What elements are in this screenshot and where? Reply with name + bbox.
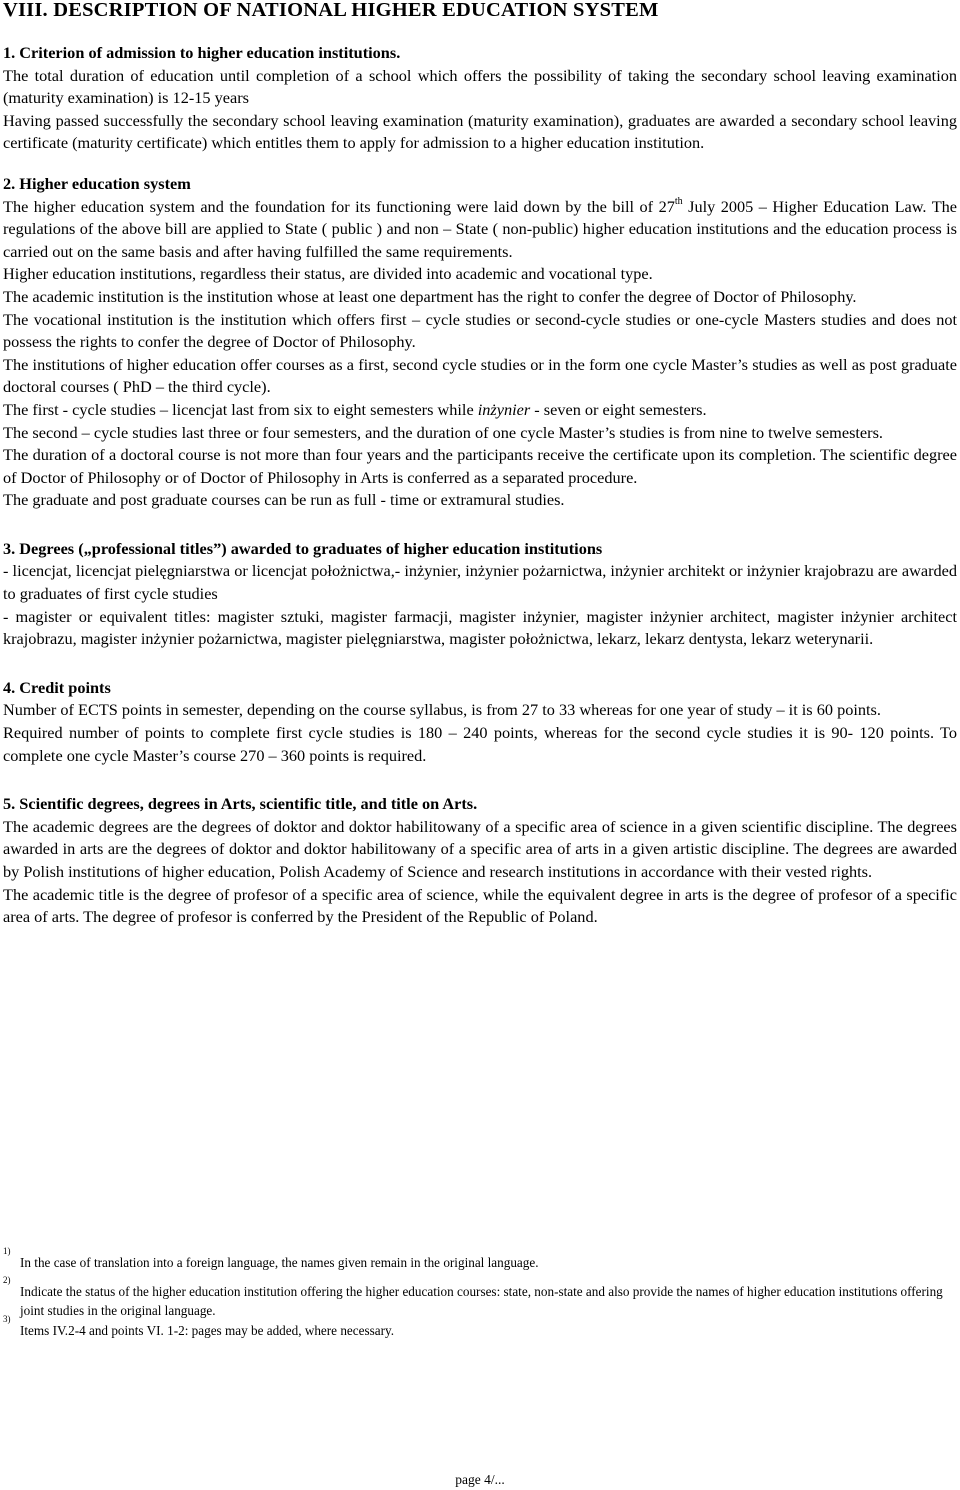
section-scientific-degrees [3,793,957,929]
footnote-text: Indicate the status of the higher education institution offering the higher education courses: state, non-state and also provide the names of higher education institutions offering joint studies in the original language. [20,1284,943,1318]
paragraph-academic-institution: The academic institution is the institution whose at least one department has the right to confer the degree of Doctor of Philosophy. [3,286,857,306]
date-superscript: th [674,195,683,207]
paragraph-ects-per-semester: Number of ECTS points in semester, depending on the course syllabus, is from 27 to 33 whereas for one year of study – it is 60 points. [3,700,881,720]
first-cycle-text: The first - cycle studies – licencjat last from six to eight semesters while [3,399,478,419]
section-admission-criteria [3,42,957,155]
inzynier-italic: inżynier [477,399,531,419]
footnote-1 [3,1246,943,1272]
section-higher-education-system [3,173,957,512]
section-heading-degrees: 3. Degrees („professional titles”) awarded to graduates of higher education institutions [3,538,603,558]
footnote-marker: 3) [3,1314,11,1324]
paragraph-education-duration: The total duration of education until completion of a school which offers the possibility of taking the secondary school leaving examination (maturity examination) is 12-15 years [3,65,957,108]
paragraph-magister-titles: - magister or equivalent titles: magister sztuki, magister farmacji, magister inżynier, magister inżynier architect, magister inżynier architect krajobrazu, magister inżynier pożarnictwa, magister pielęgniarstwa, magister położnictwa, lekarz, lekarz dentysta, lekarz weterynarii. [3,606,957,649]
section-degrees [3,538,957,651]
paragraph-course-types: The institutions of higher education offer courses as a first, second cycle studies or in the form one cycle Master’s studies as well as post graduate doctoral courses ( PhD – the third cycle). [3,354,957,397]
section-heading-credit-points: 4. Credit points [3,677,111,697]
footnote-text: Items IV.2-4 and points VI. 1-2: pages may be added, where necessary. [20,1323,395,1338]
paragraph-higher-education-law [3,196,957,264]
paragraph-first-cycle-titles: - licencjat, licencjat pielęgniarstwa or licencjat położnictwa,- inżynier, inżynier pożarnictwa, inżynier architekt or inżynier krajobrazu are awarded to graduates of first cycle studies [3,561,957,604]
law-text-end: July 2005 – Higher Education Law. The regulations of the above bill are applied to State ( public ) and non – State ( non-public) higher education institutions and the education process is carried out on the same basis and after having fulfilled the same requirements. [3,196,958,261]
paragraph-second-cycle: The second – cycle studies last three or four semesters, and the duration of one cycle Master’s studies is from nine to twelve semesters. [3,422,883,442]
footnote-marker: 2) [3,1275,11,1285]
paragraph-academic-title: The academic title is the degree of profesor of a specific area of science, while the equivalent degree in arts is the degree of profesor of a specific area of arts. The degree of profesor is conferred by the President of the Republic of Poland. [3,884,957,927]
paragraph-academic-degrees: The academic degrees are the degrees of doktor and doktor habilitowany of a specific area of science in a given scientific discipline. The degrees awarded in arts are the degrees of doktor and doktor habilitowany of a specific area of arts in a given artistic discipline. The degrees are awarded by Polish institutions of higher education, Polish Academy of Science and research institutions in accordance with their vested rights. [3,816,957,881]
law-text-start: The higher education system and the foundation for its functioning were laid down by the bill of 27 [3,196,675,216]
paragraph-doctoral-course: The duration of a doctoral course is not more than four years and the participants receive the certificate upon its completion. The scientific degree of Doctor of Philosophy or of Doctor of Philosophy in Arts is conferred as a separated procedure. [3,445,957,487]
footnotes [3,1246,943,1341]
paragraph-institution-types: Higher education institutions, regardless their status, are divided into academic and vocational type. [3,264,653,284]
paragraph-vocational-institution: The vocational institution is the institution which offers first – cycle studies or second-cycle studies or one-cycle Masters studies and does not possess the rights to confer the degree of Doctor of Philosophy. [3,309,957,352]
document-body [3,0,957,929]
section-credit-points [3,677,957,767]
footnote-text: In the case of translation into a foreign language, the names given remain in the original language. [20,1255,539,1270]
section-heading-admission: 1. Criterion of admission to higher education institutions. [3,43,401,62]
footnote-2 [3,1275,943,1320]
section-heading-system: 2. Higher education system [3,173,191,193]
paragraph-first-cycle [3,399,957,422]
paragraph-maturity-certificate: Having passed successfully the secondary school leaving examination (maturity examination), graduates are awarded a secondary school leaving certificate (maturity certificate) which entitles them to apply for admission to a higher education institution. [3,110,957,153]
first-cycle-text-end: - seven or eight semesters. [530,399,707,419]
page-title: VIII. DESCRIPTION OF NATIONAL HIGHER EDUCATION SYSTEM [3,0,659,21]
footnote-marker: 1) [3,1246,11,1256]
section-heading-scientific-degrees: 5. Scientific degrees, degrees in Arts, scientific title, and title on Arts. [3,794,478,814]
footnote-3 [3,1314,943,1340]
paragraph-study-modes: The graduate and post graduate courses can be run as full - time or extramural studies. [3,490,565,510]
paragraph-required-points: Required number of points to complete first cycle studies is 180 – 240 points, whereas for the second cycle studies it is 90- 120 points. To complete one cycle Master’s course 270 – 360 points is required. [3,723,957,765]
page-number: page 4/... [455,1472,505,1487]
